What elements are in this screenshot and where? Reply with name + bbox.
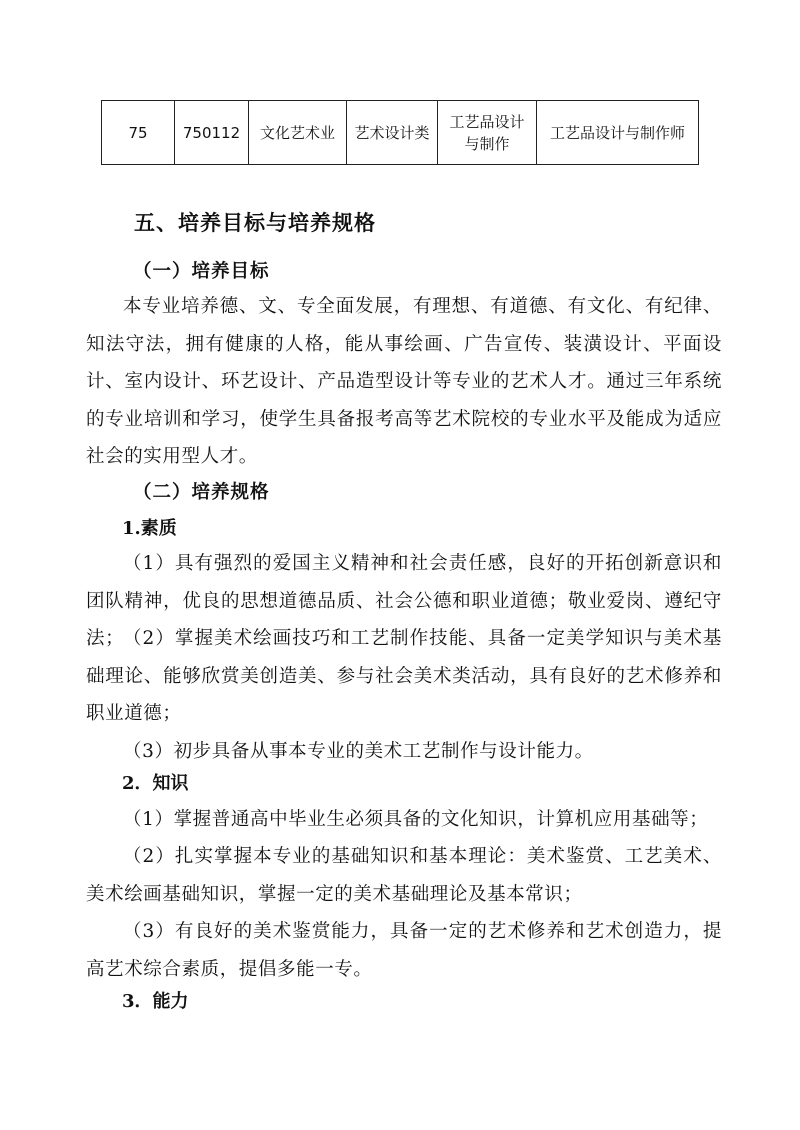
section-title: 五、培养目标与培养规格 (134, 210, 376, 235)
knowledge-heading: 2．知识 (122, 773, 189, 794)
table-cell-category-code: 75 (102, 101, 175, 165)
table-cell-occupation: 工艺品设计与制作师 (537, 101, 699, 165)
quality-item-2: （2）掌握美术绘画技巧和工艺制作技能、具备一定美学知识与美术基础理论、能够欣赏美创造美、参与社会美术类活动，具有良好的艺术修养和职业道德； (86, 628, 722, 724)
knowledge-item-3: （3）有良好的美术鉴赏能力，具备一定的艺术修养和艺术创造力，提高艺术综合素质，提倡多能一专。 (86, 921, 722, 980)
major-info-table (101, 100, 699, 165)
table-cell-industry: 文化艺术业 (249, 101, 347, 165)
knowledge-item-2: （2）扎实掌握本专业的基础知识和基本理论：美术鉴赏、工艺美术、美术绘画基础知识，掌握一定的美术基础理论及基本常识； (86, 846, 722, 905)
specs-heading: （二）培养规格 (133, 482, 270, 503)
table-row (102, 101, 699, 165)
quality-item-3: （3）初步具备从事本专业的美术工艺制作与设计能力。 (123, 741, 594, 762)
table-cell-major-code: 750112 (175, 101, 249, 165)
quality-heading: 1.素质 (122, 518, 177, 539)
table-cell-major-class: 艺术设计类 (347, 101, 438, 165)
ability-heading: 3．能力 (122, 991, 189, 1012)
quality-item-1: （1）具有强烈的爱国主义精神和社会责任感，良好的开拓创新意识和团队精神，优良的思想道德品质、社会公德和职业道德；敬业爱岗、遵纪守法； (86, 553, 722, 649)
table-cell-major-name: 工艺品设计 与制作 (438, 101, 537, 165)
knowledge-item-1: （1）掌握普通高中毕业生必须具备的文化知识，计算机应用基础等； (123, 809, 709, 830)
goals-paragraph: 本专业培养德、文、专全面发展，有理想、有道德、有文化、有纪律、知法守法，拥有健康的人格，能从事绘画、广告宣传、装潢设计、平面设计、室内设计、环艺设计、产品造型设计等专业的艺术人才。通过三年系统的专业培训和学习，使学生具备报考高等艺术院校的专业水平及能成为适应社会的实用型人才。 (86, 296, 722, 467)
goals-heading: （一）培养目标 (133, 261, 270, 282)
